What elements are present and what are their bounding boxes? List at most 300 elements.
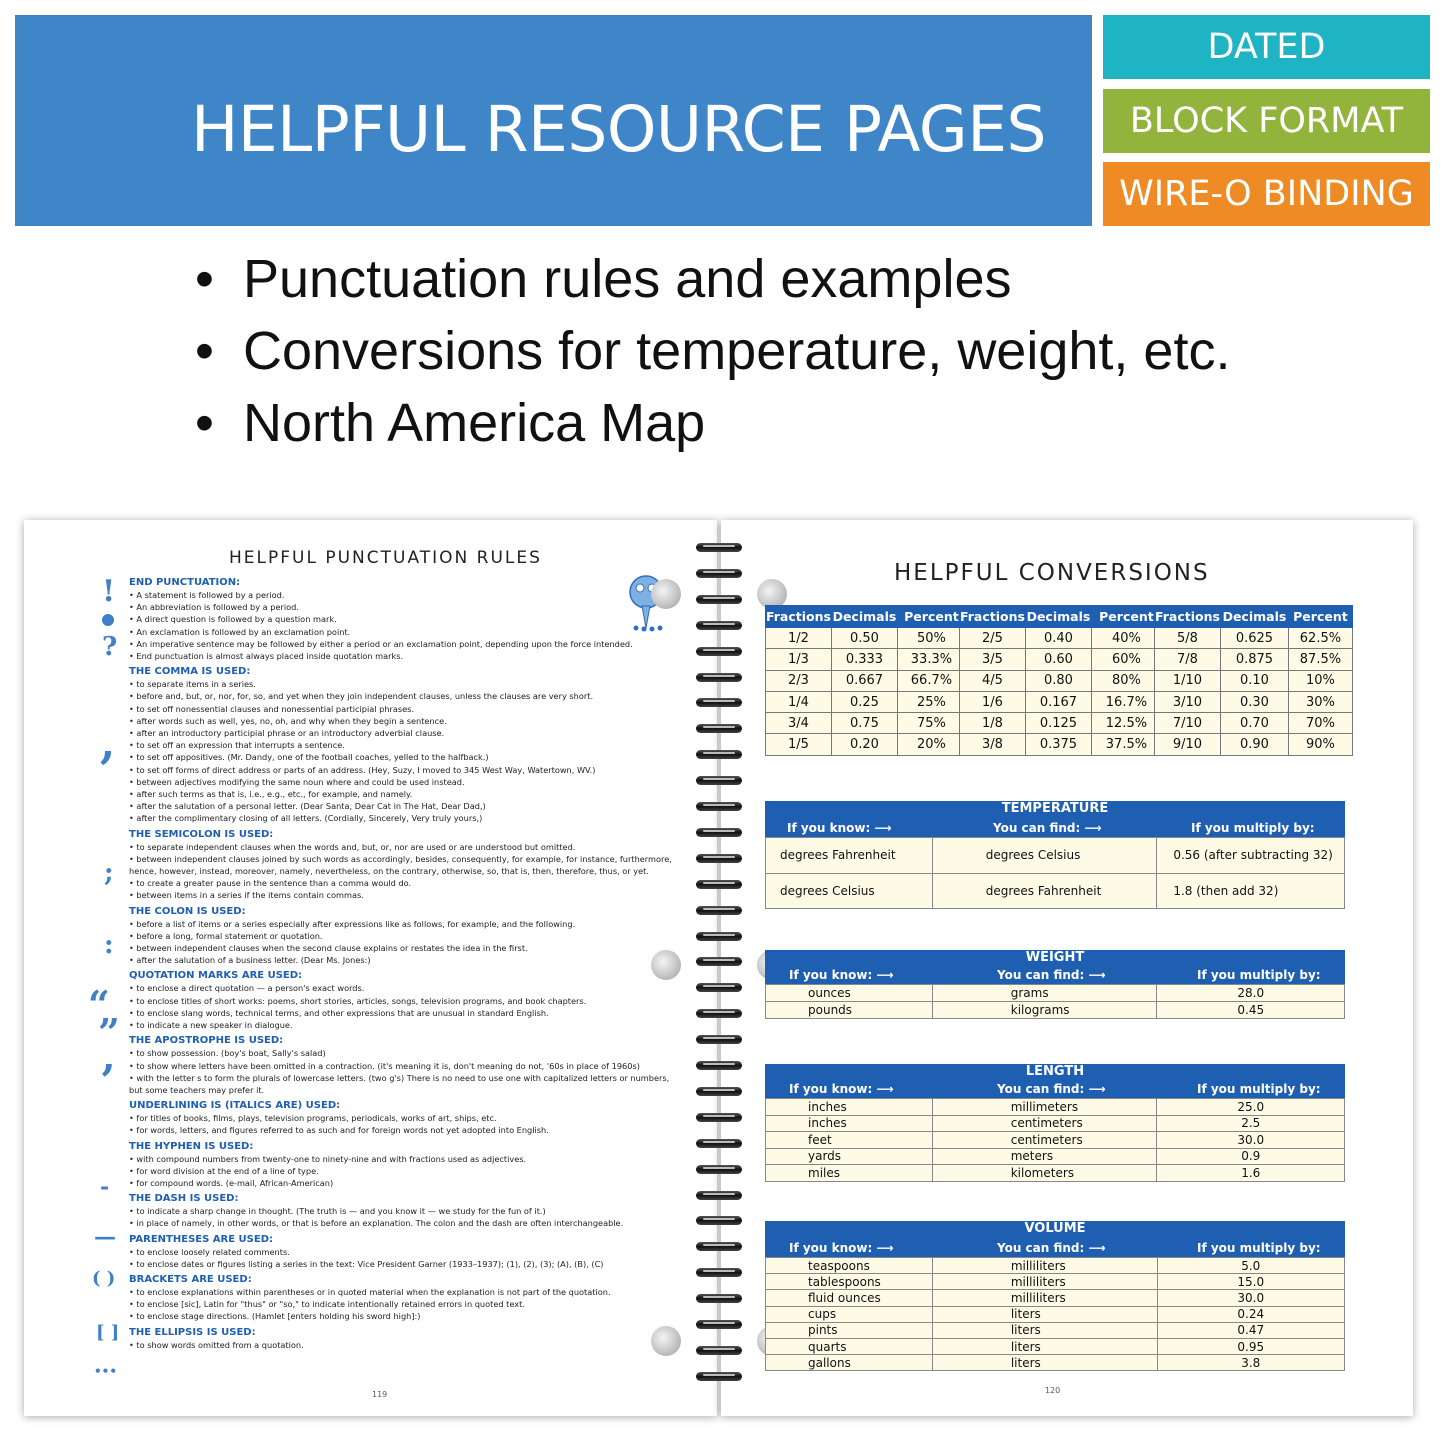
coil-ring: [696, 1344, 742, 1358]
fraction-cell: 0.80: [1025, 670, 1091, 691]
conversion-cell: 0.95: [1157, 1338, 1344, 1354]
rule-line: but some teachers may prefer it.: [129, 1084, 265, 1095]
table-row: [766, 1322, 1345, 1338]
tag-dated: DATED: [1103, 15, 1430, 79]
conversion-cell: quarts: [766, 1338, 933, 1354]
temperature-conversion-table: [765, 801, 1345, 909]
conversion-cell: 0.56 (after subtracting 32): [1157, 838, 1345, 874]
question-icon: ?: [102, 632, 118, 662]
table-row: [960, 649, 1162, 670]
punctuation-section: [129, 1140, 689, 1190]
rule-line: • to enclose [sic], Latin for "thus" or "so," to indicate intentionally retained errors in quoted text.: [129, 1299, 525, 1310]
fraction-table: [959, 605, 1162, 756]
conversion-title: LENGTH: [1025, 1064, 1085, 1079]
apostrophe-icon: ’: [100, 1056, 116, 1107]
conversion-cell: kilometers: [932, 1165, 1157, 1182]
fraction-cell: 0.75: [831, 713, 897, 734]
coil-ring: [696, 1370, 742, 1384]
conversion-cell: centimeters: [932, 1115, 1157, 1132]
section-heading: UNDERLINING IS (ITALICS ARE) USED:: [129, 1100, 341, 1112]
know-column-header: If you know: ⟶: [787, 821, 892, 835]
table-row: [766, 1258, 1345, 1274]
punctuation-sections: [129, 576, 689, 1354]
table-row: [960, 713, 1162, 734]
coil-ring: [696, 1266, 742, 1280]
punctuation-section: [129, 1326, 689, 1351]
fraction-cell: 66.7%: [897, 670, 965, 691]
fraction-table: [765, 605, 966, 756]
punctuation-page-title: HELPFUL PUNCTUATION RULES: [229, 548, 542, 568]
dash-icon: —: [94, 1224, 116, 1250]
conversion-cell: miles: [766, 1165, 933, 1182]
fraction-cell: 12.5%: [1091, 713, 1161, 734]
fraction-cell: 80%: [1091, 670, 1161, 691]
conversion-cell: 25.0: [1157, 1099, 1345, 1116]
fraction-cell: 0.875: [1220, 649, 1288, 670]
comma-icon: ,: [100, 718, 116, 769]
table-row: [766, 1355, 1345, 1371]
conversion-cell: 15.0: [1157, 1274, 1344, 1290]
fraction-cell: 0.625: [1220, 628, 1288, 649]
colon-icon: :: [104, 930, 114, 960]
rule-line: • for compound words. (e-mail, African-American): [129, 1177, 334, 1188]
section-heading: THE COMMA IS USED:: [129, 666, 251, 678]
punctuation-section: [129, 969, 689, 1031]
coil-ring: [696, 1189, 742, 1203]
section-heading: BRACKETS ARE USED:: [129, 1273, 252, 1285]
rule-line: • to show where letters have been omitted in a contraction. (it's meaning it is, don't meaning do not, '60s in place of 1960s): [129, 1060, 640, 1071]
punch-hole: [651, 950, 681, 980]
rule-line: • between adjectives modifying the same noun where and could be used instead.: [129, 776, 465, 787]
conversion-cell: liters: [932, 1306, 1157, 1322]
fraction-cell: 0.25: [831, 691, 897, 712]
table-row: [766, 1274, 1345, 1290]
coil-ring: [696, 981, 742, 995]
conversion-cell: milliliters: [932, 1258, 1157, 1274]
table-row: [766, 691, 966, 712]
multiply-column-header: If you multiply by:: [1191, 821, 1315, 835]
multiply-column-header: If you multiply by:: [1197, 968, 1321, 982]
section-heading: THE SEMICOLON IS USED:: [129, 828, 274, 840]
conversion-cell: grams: [932, 985, 1157, 1002]
find-column-header: You can find: ⟶: [997, 968, 1106, 982]
rule-line: • for word division at the end of a line of type.: [129, 1165, 319, 1176]
conversion-cell: 28.0: [1157, 985, 1345, 1002]
fraction-cell: 2/3: [766, 670, 832, 691]
table-row: [766, 1115, 1345, 1132]
rule-line: • A statement is followed by a period.: [129, 590, 285, 600]
conversion-cell: 0.45: [1157, 1002, 1345, 1019]
fraction-cell: 0.90: [1220, 734, 1288, 755]
table-row: [766, 1290, 1345, 1306]
coil-ring: [696, 826, 742, 840]
punctuation-section: [129, 1273, 689, 1323]
table-row: [766, 1132, 1345, 1149]
rule-line: • for titles of books, films, plays, television programs, periodicals, works of art, ships, etc.: [129, 1113, 497, 1124]
header-banner: [15, 15, 1092, 226]
table-row: [766, 649, 966, 670]
table-row: [1155, 670, 1353, 691]
fraction-cell: 2/5: [960, 628, 1026, 649]
fraction-header-cell: Percent: [1288, 606, 1352, 628]
fraction-header-cell: Fractions: [960, 606, 1026, 628]
fraction-cell: 7/10: [1155, 713, 1221, 734]
rule-line: • to set off forms of direct address or parts of an address. (Hey, Suzy, I moved to 345 West Way, Watertown, WV.): [129, 764, 596, 775]
table-row: [766, 1306, 1345, 1322]
fraction-cell: 0.667: [831, 670, 897, 691]
rule-line: • An abbreviation is followed by a period.: [129, 602, 299, 613]
coil-ring: [696, 878, 742, 892]
coil-ring: [696, 774, 742, 788]
conversion-cell: 1.8 (then add 32): [1157, 873, 1345, 909]
fraction-cell: 62.5%: [1288, 628, 1352, 649]
rule-line: • in place of namely, in other words, or that is before an explanation. The colon and the dash are often interchangeable.: [129, 1218, 624, 1229]
fraction-header-cell: Decimals: [831, 606, 897, 628]
length-conversion-table: [765, 1064, 1345, 1182]
fraction-cell: 0.167: [1025, 691, 1091, 712]
rule-line: • to enclose dates or figures listing a series in the text: Vice President Garner (1933–1937); (1), (2), (3); (A), (B), (C): [129, 1258, 604, 1269]
page-number: 120: [1045, 1386, 1061, 1395]
fraction-table: [1154, 605, 1353, 756]
rule-line: • before a list of items or a series especially after expressions like as follows, for example, and the following.: [129, 918, 576, 929]
fraction-cell: 4/5: [960, 670, 1026, 691]
punctuation-section: [129, 905, 689, 967]
conversion-cell: liters: [932, 1355, 1157, 1371]
coil-ring: [696, 722, 742, 736]
conversion-cell: degrees Celsius: [766, 873, 933, 909]
coil-ring: [696, 541, 742, 555]
fraction-cell: 0.333: [831, 649, 897, 670]
table-row: [766, 838, 1345, 874]
table-row: [766, 1165, 1345, 1182]
rule-line: • with compound numbers from twenty-one to ninety-nine and with fractions used as adjectives.: [129, 1153, 527, 1164]
find-column-header: You can find: ⟶: [997, 1241, 1106, 1255]
exclamation-icon: !: [102, 574, 116, 609]
coil-ring: [696, 1111, 742, 1125]
fraction-cell: 9/10: [1155, 734, 1221, 755]
section-heading: END PUNCTUATION:: [129, 577, 241, 588]
feature-list: [195, 245, 1230, 461]
fraction-cell: 5/8: [1155, 628, 1221, 649]
punctuation-section: [129, 1233, 689, 1270]
coil-ring: [696, 1059, 742, 1073]
conversion-cell: pints: [766, 1322, 933, 1338]
rule-line: • after the complimentary closing of all letters. (Cordially, Sincerely, Very truly yours,): [129, 813, 483, 824]
punch-hole: [651, 579, 681, 609]
rule-line: • to enclose explanations within parentheses or in quoted material when the explanation is not part of the quotation.: [129, 1286, 611, 1297]
conversion-cell: inches: [766, 1115, 933, 1132]
coil-ring: [696, 800, 742, 814]
rule-line: • after the salutation of a personal letter. (Dear Santa, Dear Cat in The Hat, Dear Dad,): [129, 801, 486, 812]
fraction-cell: 3/5: [960, 649, 1026, 670]
conversion-cell: 2.5: [1157, 1115, 1345, 1132]
rule-line: • to enclose slang words, technical terms, and other expressions that are unusual in standard English.: [129, 1007, 549, 1018]
coil-ring: [696, 1137, 742, 1151]
coil-ring: [696, 619, 742, 633]
multiply-column-header: If you multiply by:: [1197, 1241, 1321, 1255]
punctuation-page: [24, 520, 717, 1416]
conversion-cell: liters: [932, 1338, 1157, 1354]
conversion-cell: millimeters: [932, 1099, 1157, 1116]
bullet-icon: •: [195, 249, 214, 309]
fraction-cell: 16.7%: [1091, 691, 1161, 712]
semicolon-icon: ;: [104, 858, 114, 888]
feature-item: • Conversions for temperature, weight, etc.: [195, 317, 1230, 389]
rule-line: • before and, but, or, nor, for, so, and yet when they join independent clauses, unless the clauses are very short.: [129, 691, 594, 702]
conversion-cell: 0.9: [1157, 1148, 1345, 1165]
conversion-cell: 3.8: [1157, 1355, 1344, 1371]
rule-line: • before a long, formal statement or quotation.: [129, 930, 323, 941]
table-row: [1155, 628, 1353, 649]
conversion-cell: pounds: [766, 1002, 933, 1019]
fraction-cell: 3/8: [960, 734, 1026, 755]
conversion-cell: meters: [932, 1148, 1157, 1165]
conversion-cell: 0.24: [1157, 1306, 1344, 1322]
table-row: [766, 628, 966, 649]
table-row: [766, 713, 966, 734]
feature-item: • Punctuation rules and examples: [195, 245, 1230, 317]
conversion-cell: degrees Celsius: [932, 838, 1157, 874]
table-row: [960, 691, 1162, 712]
coil-ring: [696, 1240, 742, 1254]
fraction-cell: 1/8: [960, 713, 1026, 734]
conversion-cell: degrees Fahrenheit: [766, 838, 933, 874]
fraction-header-cell: Percent: [897, 606, 965, 628]
conversion-cell: degrees Fahrenheit: [932, 873, 1157, 909]
table-row: [766, 1338, 1345, 1354]
table-row: [766, 1002, 1345, 1019]
conversion-title: VOLUME: [1024, 1221, 1086, 1236]
know-column-header: If you know: ⟶: [789, 1082, 894, 1096]
rule-line: • to enclose a direct quotation — a person's exact words.: [129, 983, 365, 994]
fraction-cell: 0.30: [1220, 691, 1288, 712]
rule-line: • A direct question is followed by a question mark.: [129, 614, 337, 625]
coil-ring: [696, 1163, 742, 1177]
fraction-cell: 0.375: [1025, 734, 1091, 755]
fraction-cell: 70%: [1288, 713, 1352, 734]
section-heading: THE DASH IS USED:: [129, 1193, 239, 1205]
fraction-cell: 3/10: [1155, 691, 1221, 712]
fraction-cell: 0.50: [831, 628, 897, 649]
coil-ring: [696, 1033, 742, 1047]
rule-line: • An imperative sentence may be followed by either a period or an exclamation point, depending upon the force intended.: [129, 638, 633, 649]
table-row: [766, 985, 1345, 1002]
rule-line: • to set off an expression that interrupts a sentence.: [129, 740, 345, 751]
rule-line: • End punctuation is almost always placed inside quotation marks.: [129, 651, 404, 662]
punctuation-section: [129, 1099, 689, 1136]
table-row: [960, 628, 1162, 649]
table-row: [1155, 713, 1353, 734]
fraction-cell: 0.125: [1025, 713, 1091, 734]
ellipsis-icon: •••: [94, 1364, 118, 1378]
conversion-cell: gallons: [766, 1355, 933, 1371]
conversion-cell: 30.0: [1157, 1290, 1344, 1306]
conversion-cell: milliliters: [932, 1290, 1157, 1306]
quote-close-icon: ”: [98, 1010, 120, 1055]
conversion-cell: ounces: [766, 985, 933, 1002]
section-heading: QUOTATION MARKS ARE USED:: [129, 970, 303, 982]
table-row: [766, 670, 966, 691]
rule-line: • to separate items in a series.: [129, 679, 256, 690]
coil-ring: [696, 1007, 742, 1021]
coil-ring: [696, 1085, 742, 1099]
conversion-cell: 1.6: [1157, 1165, 1345, 1182]
rule-line: • between items in a series if the items contain commas.: [129, 890, 364, 901]
fraction-cell: 10%: [1288, 670, 1352, 691]
coil-ring: [696, 567, 742, 581]
punch-hole: [651, 1326, 681, 1356]
rule-line: • for words, letters, and figures referred to as such and for foreign words not yet adopted into English.: [129, 1125, 549, 1136]
rule-line: • between independent clauses when the second clause explains or restates the idea in the first.: [129, 943, 528, 954]
rule-line: • to show words omitted from a quotation.: [129, 1339, 304, 1350]
fraction-cell: 1/4: [766, 691, 832, 712]
punctuation-section: [129, 576, 689, 662]
conversion-cell: teaspoons: [766, 1258, 933, 1274]
section-heading: THE COLON IS USED:: [129, 905, 246, 917]
section-heading: THE APOSTROPHE IS USED:: [129, 1035, 284, 1047]
table-row: [1155, 691, 1353, 712]
coil-ring: [696, 930, 742, 944]
fraction-cell: 1/3: [766, 649, 832, 670]
volume-conversion-table: [765, 1221, 1345, 1371]
coil-ring: [696, 645, 742, 659]
bullet-icon: •: [195, 321, 214, 381]
coil-ring: [696, 852, 742, 866]
table-row: [960, 734, 1162, 755]
parentheses-icon: ( ): [92, 1268, 116, 1289]
table-row: [960, 670, 1162, 691]
fraction-cell: 75%: [897, 713, 965, 734]
fraction-cell: 0.70: [1220, 713, 1288, 734]
conversion-cell: kilograms: [932, 1002, 1157, 1019]
fraction-cell: 25%: [897, 691, 965, 712]
conversion-cell: 5.0: [1157, 1258, 1344, 1274]
fraction-cell: 0.40: [1025, 628, 1091, 649]
tag-wire-o-binding: WIRE-O BINDING: [1103, 162, 1430, 226]
rule-line: • to enclose loosely related comments.: [129, 1246, 290, 1257]
fraction-header-cell: Decimals: [1220, 606, 1288, 628]
conversion-title: TEMPERATURE: [1001, 801, 1109, 816]
rule-line: • after such terms as that is, i.e., e.g., etc., for example, and namely.: [129, 789, 413, 800]
punctuation-section: [129, 665, 689, 824]
table-row: [766, 1148, 1345, 1165]
tag-block-format: BLOCK FORMAT: [1103, 89, 1430, 153]
conversions-page-title: HELPFUL CONVERSIONS: [894, 560, 1210, 586]
page-number: 119: [372, 1390, 388, 1399]
fraction-cell: 7/8: [1155, 649, 1221, 670]
feature-item: • North America Map: [195, 389, 1230, 461]
fraction-cell: 1/2: [766, 628, 832, 649]
conversion-cell: cups: [766, 1306, 933, 1322]
fraction-cell: 0.10: [1220, 670, 1288, 691]
rule-line: hence, however, instead, moreover, namely, nevertheless, on the contrary, otherwise, so, that is, then, therefore, thus, or yet.: [129, 866, 649, 877]
fraction-cell: 1/5: [766, 734, 832, 755]
fraction-cell: 20%: [897, 734, 965, 755]
conversion-cell: 30.0: [1157, 1132, 1345, 1149]
conversion-cell: milliliters: [932, 1274, 1157, 1290]
rule-line: • after an introductory participial phrase or an introductory adverbial clause.: [129, 728, 445, 739]
brackets-icon: [ ]: [96, 1322, 120, 1343]
rule-line: • An exclamation is followed by an exclamation point.: [129, 626, 351, 637]
conversion-cell: fluid ounces: [766, 1290, 933, 1306]
weight-conversion-table: [765, 950, 1345, 1019]
fraction-cell: 37.5%: [1091, 734, 1161, 755]
section-heading: THE HYPHEN IS USED:: [129, 1140, 254, 1152]
rule-line: • with the letter s to form the plurals of lowercase letters. (two g's) There is no need to use one with capitalized letters or numbers,: [129, 1072, 670, 1083]
fraction-cell: 87.5%: [1288, 649, 1352, 670]
punctuation-section: [129, 1192, 689, 1229]
table-row: [766, 1099, 1345, 1116]
fraction-cell: 30%: [1288, 691, 1352, 712]
rule-line: • to indicate a new speaker in dialogue.: [129, 1020, 293, 1031]
conversion-title: WEIGHT: [1025, 950, 1085, 965]
conversion-cell: inches: [766, 1099, 933, 1116]
coil-ring: [696, 671, 742, 685]
find-column-header: You can find: ⟶: [993, 821, 1102, 835]
section-heading: PARENTHESES ARE USED:: [129, 1233, 273, 1245]
conversion-cell: tablespoons: [766, 1274, 933, 1290]
rule-line: • to enclose stage directions. (Hamlet [enters holding his sword high]:): [129, 1311, 421, 1322]
rule-line: • to enclose titles of short works: poems, short stories, articles, songs, television programs, and book chapters.: [129, 995, 587, 1006]
rule-line: • after the salutation of a business letter. (Dear Ms. Jones:): [129, 955, 371, 966]
section-heading: THE ELLIPSIS IS USED:: [129, 1326, 256, 1338]
table-row: [766, 734, 966, 755]
fraction-cell: 0.20: [831, 734, 897, 755]
coil-ring: [696, 1292, 742, 1306]
fraction-header-cell: Percent: [1091, 606, 1161, 628]
fraction-cell: 40%: [1091, 628, 1161, 649]
fraction-cell: 50%: [897, 628, 965, 649]
rule-line: • to show possession. (boy's boat, Sally's salad): [129, 1048, 326, 1059]
fraction-cell: 1/6: [960, 691, 1026, 712]
punctuation-section: [129, 1034, 689, 1096]
multiply-column-header: If you multiply by:: [1197, 1082, 1321, 1096]
coil-ring: [696, 955, 742, 969]
fraction-cell: 90%: [1288, 734, 1352, 755]
rule-line: • between independent clauses joined by such words as accordingly, besides, consequently, for example, for instance, furthermore,: [129, 853, 672, 864]
period-icon: [102, 614, 114, 626]
rule-line: • to set off nonessential clauses and nonessential participial phrases.: [129, 703, 415, 714]
coil-ring: [696, 748, 742, 762]
fraction-cell: 60%: [1091, 649, 1161, 670]
banner-title: HELPFUL RESOURCE PAGES: [191, 93, 1047, 166]
fraction-cell: 3/4: [766, 713, 832, 734]
conversion-cell: 0.47: [1157, 1322, 1344, 1338]
find-column-header: You can find: ⟶: [997, 1082, 1106, 1096]
rule-line: • after words such as well, yes, no, oh, and why when they begin a sentence.: [129, 715, 447, 726]
rule-line: • to create a greater pause in the sentence than a comma would do.: [129, 878, 412, 889]
bullet-icon: •: [195, 393, 214, 453]
table-row: [1155, 649, 1353, 670]
table-row: [766, 873, 1345, 909]
rule-line: • to separate independent clauses when the words and, but, or, nor are used or are understood but omitted.: [129, 841, 576, 852]
coil-ring: [696, 904, 742, 918]
fraction-cell: 1/10: [1155, 670, 1221, 691]
table-row: [1155, 734, 1353, 755]
fraction-header-cell: Fractions: [1155, 606, 1221, 628]
fraction-header-cell: Fractions: [766, 606, 832, 628]
rule-line: • to indicate a sharp change in thought. (The truth is — and you know it — we study for the fun of it.): [129, 1206, 546, 1217]
know-column-header: If you know: ⟶: [789, 1241, 894, 1255]
fraction-header-cell: Decimals: [1025, 606, 1091, 628]
coil-ring: [696, 1214, 742, 1228]
hyphen-icon: -: [100, 1174, 110, 1200]
coil-ring: [696, 593, 742, 607]
punctuation-section: [129, 828, 689, 902]
conversion-cell: centimeters: [932, 1132, 1157, 1149]
know-column-header: If you know: ⟶: [789, 968, 894, 982]
coil-ring: [696, 696, 742, 710]
